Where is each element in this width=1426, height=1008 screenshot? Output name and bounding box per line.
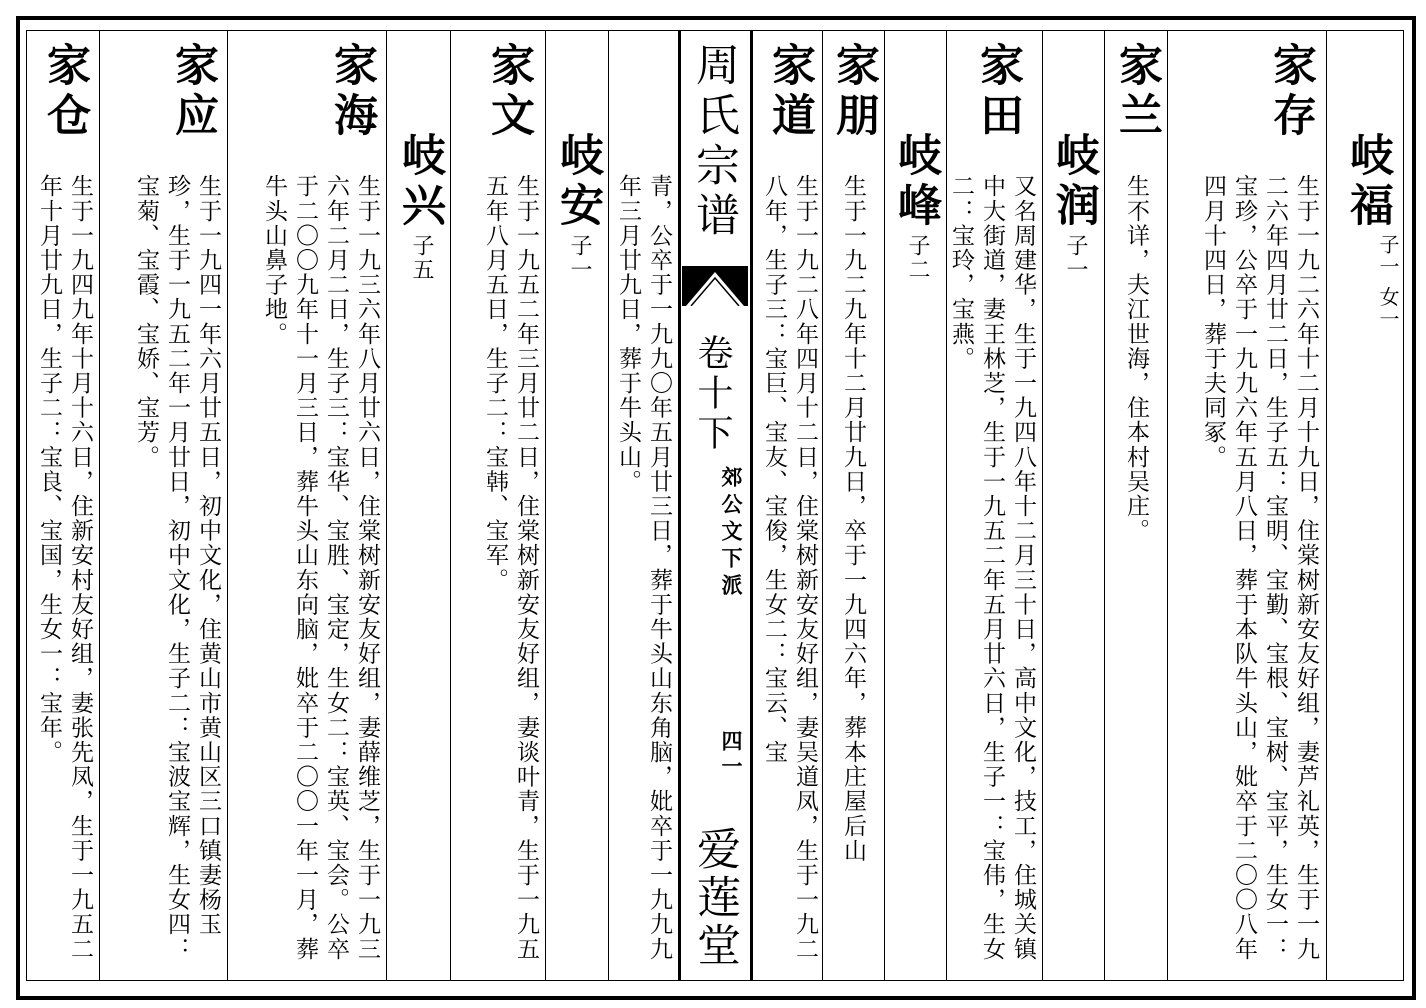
person-bio: 生于一九二六年十二月十九日，住棠树新安友好组，妻芦礼英，生于一九二六年四月廿二日，生子五：宝明、宝勤、宝根、宝树、宝平，生女一：宝珍，公卒于一九九六年五月八日，葬于本队牛头山，妣卒于二〇〇八年四月十四日，葬于夫同冢。	[1200, 174, 1319, 962]
entry-jiacang	[28, 34, 99, 974]
entry-jiatian	[947, 34, 1042, 974]
entry-jiawen	[451, 34, 545, 974]
person-bio: 生于一九二九年十二月廿九日，卒于一九四六年，葬本庄屋后山	[840, 174, 866, 863]
generation-name: 岐润	[1048, 132, 1099, 232]
hall-name: 爱莲堂	[689, 826, 740, 970]
entry-jiadao	[752, 34, 822, 974]
branch-label-block	[718, 466, 744, 605]
generation-name: 岐福	[1342, 132, 1393, 232]
entry-jiacun	[1168, 34, 1325, 974]
person-bio: 生于一九五二年三月廿二日，住棠树新安友好组，妻谈叶青，生于一九五五年八月五日，生子二：宝韩、宝军。	[482, 174, 539, 962]
entry-qixing	[387, 34, 450, 974]
person-name: 家仓	[39, 42, 90, 142]
person-name: 家朋	[828, 42, 879, 142]
children-count: 子一	[567, 234, 592, 282]
entry-jiahai	[228, 34, 386, 974]
children-count: 子一	[1063, 234, 1088, 282]
genealogy-title-block	[682, 42, 744, 246]
person-bio: 生不详，夫江世海，住本村吴庄。	[1123, 174, 1149, 543]
entry-jiaying	[100, 34, 227, 974]
entry-continuation	[609, 34, 678, 974]
page-number-block	[718, 730, 744, 784]
person-name: 家道	[764, 42, 815, 142]
person-name: 家应	[167, 42, 218, 142]
generation-name: 岐兴	[394, 132, 445, 232]
children-count: 子一 女一	[1376, 234, 1400, 331]
person-bio: 生于一九四一年六月廿五日，初中文化，住黄山市黄山区三口镇妻杨玉珍，生于一九五二年一月廿日，初中文化，生子二：宝波宝辉，生女四：宝菊、宝霞、宝娇、宝芳。	[133, 174, 221, 962]
continued-bio: 青，公卒于一九九〇年五月廿三日，葬于牛头山东角脑，妣卒于一九九九年三月廿九日，葬于牛头山。	[615, 174, 672, 962]
person-bio: 生于一九四九年十月十六日，住新安村友好组，妻张先凤，生于一九五二年十月廿九日，生子二：宝良、宝国，生女一：宝年。	[36, 174, 93, 962]
entry-qirun	[1043, 34, 1104, 974]
hall-name-block	[686, 826, 742, 974]
generation-name: 岐峰	[890, 132, 941, 232]
volume-label: 卷十下	[692, 334, 733, 454]
page-number: 四一	[719, 730, 744, 780]
person-name: 家兰	[1111, 42, 1162, 142]
entry-jiapeng	[823, 34, 884, 974]
entry-qifu	[1328, 34, 1402, 974]
center-divider-left	[678, 30, 681, 981]
person-name: 家文	[483, 42, 534, 142]
person-name: 家海	[326, 42, 377, 142]
person-bio: 生于一九二八年四月十二日，住棠树新安友好组，妻吴道凤，生于一九二八年，生子三：宝巨、宝友、宝俊，生女二：宝云、宝	[761, 174, 818, 962]
person-name: 家田	[972, 42, 1023, 142]
entry-jialan	[1105, 34, 1167, 974]
genealogy-title: 周氏宗谱	[688, 42, 739, 242]
children-count: 子二	[905, 234, 930, 282]
entry-qifeng	[885, 34, 946, 974]
person-bio: 生于一九三六年八月廿六日，住棠树新安友好组，妻薛维芝，生于一九三六年二月二日，生子三：宝华、宝胜、宝定，生女二：宝英、宝会。公卒于二〇〇九年十一月三日，葬牛头山东向脑，妣卒于二〇〇一年一月，葬牛头山鼻子地。	[261, 174, 380, 962]
fishtail-banner-ornament	[682, 266, 748, 306]
children-count: 子五	[409, 234, 434, 282]
generation-name: 岐安	[552, 132, 603, 232]
column-divider	[1326, 30, 1327, 981]
branch-label: 郊公文下派	[719, 466, 744, 601]
entry-qian	[546, 34, 608, 974]
volume-label-block	[690, 334, 734, 458]
person-name: 家存	[1265, 42, 1316, 142]
person-bio: 又名周建华，生于一九四八年十二月三十日，高中文化，技工，住城关镇中大街道，妻王林芝，生于一九五二年五月廿六日，生子一：宝伟，生女二：宝玲，宝燕。	[948, 174, 1036, 962]
